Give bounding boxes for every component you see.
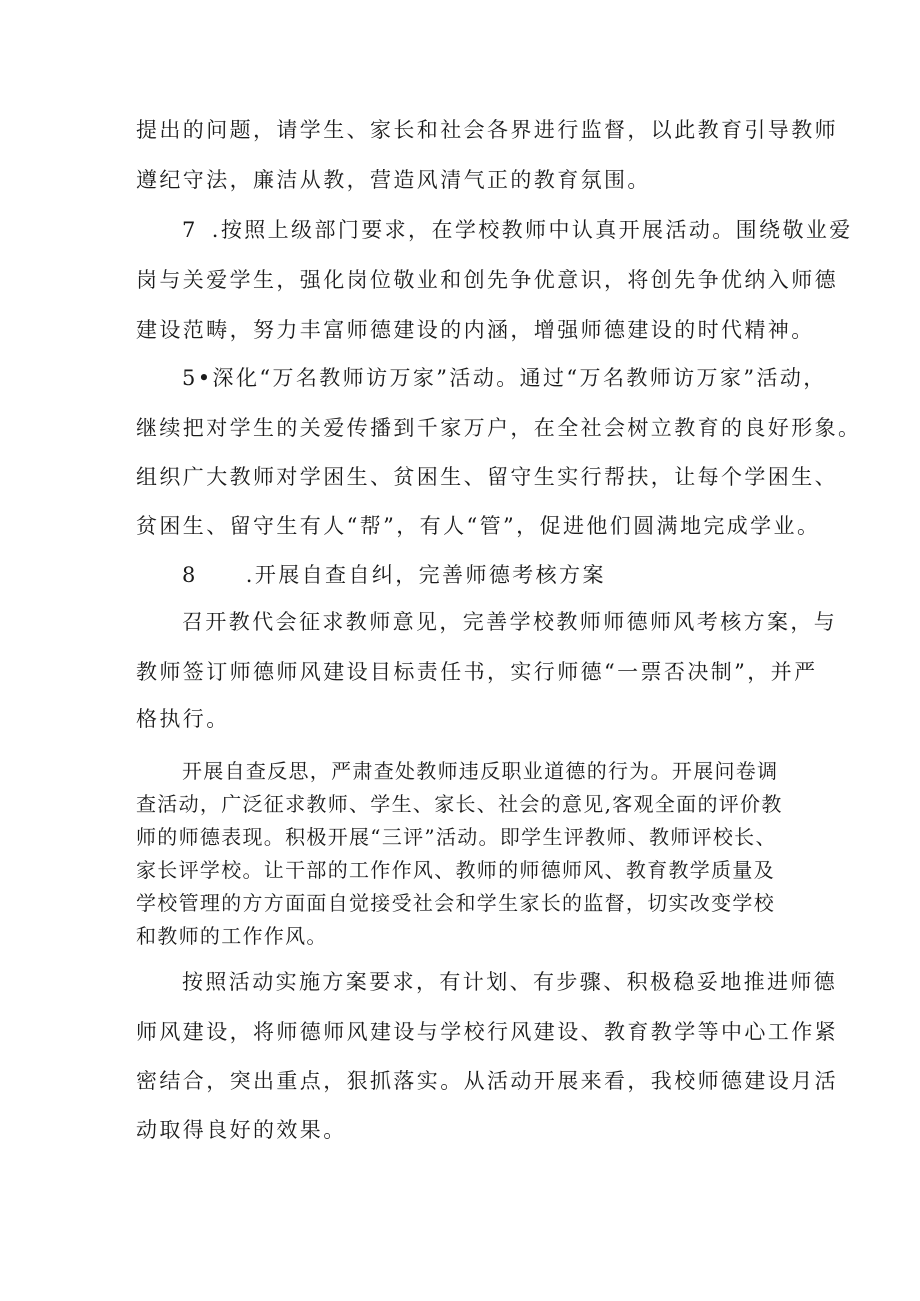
text-line: 师风建设，将师德师风建设与学校行风建设、教育教学等中心工作紧	[136, 1020, 838, 1044]
text-line: 家长评学校。让干部的工作作风、教师的师德师风、教育教学质量及	[136, 858, 775, 882]
text-line: 格执行。	[136, 707, 230, 731]
item-number: 8	[182, 563, 198, 587]
text-line: 动取得良好的效果。	[136, 1118, 347, 1142]
text-line: 学校管理的方方面面自觉接受社会和学生家长的监督，切实改变学校	[136, 891, 775, 915]
text-line: 开展自查反思，严肃查处教师违反职业道德的行为。开展问卷调	[182, 759, 779, 783]
item-number: 7	[182, 218, 198, 242]
text-line: 教师签订师德师风建设目标责任书，实行师德“一票否决制”，并严	[136, 660, 818, 684]
text-line: 岗与关爱学生，强化岗位敬业和创先争优意识，将创先争优纳入师德	[136, 268, 838, 292]
text-line: 建设范畴，努力丰富师德建设的内涵，增强师德建设的时代精神。	[136, 318, 815, 342]
text-line: 提出的问题，请学生、家长和社会各界进行监督，以此教育引导教师	[136, 118, 838, 142]
text-line	[182, 218, 853, 242]
text-line: 继续把对学生的关爱传播到千家万户，在全社会树立教育的良好形象。	[136, 416, 862, 440]
text-line: 组织广大教师对学困生、贫困生、留守生实行帮扶，让每个学困生、	[136, 465, 838, 489]
text-line: 贫困生、留守生有人“帮”，有人“管”，促进他们圆满地完成学业。	[136, 514, 821, 538]
text-line: 查活动，广泛征求教师、学生、家长、社会的意见,客观全面的评价教	[136, 792, 783, 816]
text-line: 师的师德表现。积极开展“三评”活动。即学生评教师、教师评校长、	[136, 825, 777, 849]
text-line	[182, 563, 606, 587]
text-line: 密结合，突出重点，狠抓落实。从活动开展来看，我校师德建设月活	[136, 1069, 838, 1093]
text-line: 召开教代会征求教师意见，完善学校教师师德师风考核方案，与	[182, 610, 838, 634]
text-line: 按照活动实施方案要求，有计划、有步骤、积极稳妥地推进师德	[182, 970, 838, 994]
item-text: .按照上级部门要求，在学校教师中认真开展活动。围绕敬业爱	[211, 218, 853, 242]
text-line: 遵纪守法，廉洁从教，营造风清气正的教育氛围。	[136, 168, 651, 192]
text-line: 和教师的工作作风。	[136, 924, 328, 948]
item-text: .开展自查自纠，完善师德考核方案	[245, 563, 606, 587]
text-line: 5•深化“万名教师访万家”活动。通过“万名教师访万家”活动，	[182, 366, 827, 390]
